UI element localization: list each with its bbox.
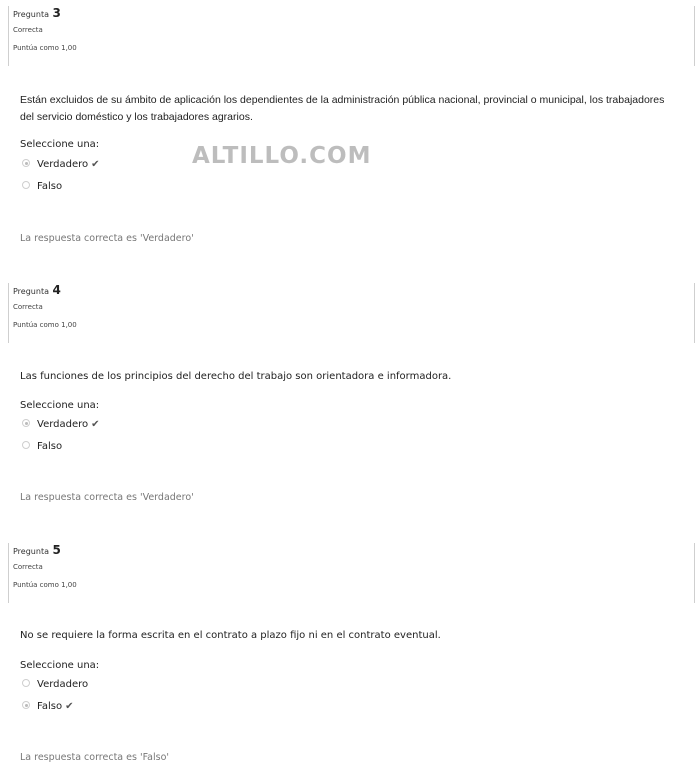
- select-prompt: Seleccione una:: [20, 400, 100, 411]
- question-state: Correcta: [13, 303, 43, 311]
- check-icon: ✔: [65, 701, 74, 712]
- question-text: No se requiere la forma escrita en el contrato a plazo fijo ni en el contrato eventual.: [20, 630, 441, 641]
- check-icon: ✔: [91, 159, 100, 170]
- question-3: [0, 6, 700, 256]
- radio-button[interactable]: [22, 181, 30, 189]
- radio-button[interactable]: [22, 419, 30, 427]
- divider: [694, 6, 695, 66]
- option-verdadero[interactable]: [22, 419, 100, 430]
- option-label: Falso: [37, 181, 63, 192]
- question-number: Pregunta 4: [13, 283, 61, 297]
- radio-button[interactable]: [22, 701, 30, 709]
- question-number: Pregunta 5: [13, 543, 61, 557]
- right-answer: La respuesta correcta es 'Verdadero': [20, 492, 194, 503]
- option-verdadero[interactable]: [22, 679, 88, 690]
- question-4: [0, 283, 700, 513]
- option-falso[interactable]: [22, 441, 62, 452]
- divider: [694, 543, 695, 603]
- option-label: Falso: [37, 441, 63, 452]
- select-prompt: Seleccione una:: [20, 139, 100, 150]
- check-icon: ✔: [91, 419, 100, 430]
- option-falso[interactable]: [22, 701, 73, 712]
- radio-button[interactable]: [22, 159, 30, 167]
- radio-button[interactable]: [22, 679, 30, 687]
- option-label: Verdadero: [37, 159, 89, 170]
- right-answer: La respuesta correcta es 'Falso': [20, 752, 169, 763]
- question-grade: Puntúa como 1,00: [13, 44, 77, 52]
- question-state: Correcta: [13, 563, 43, 571]
- option-verdadero[interactable]: [22, 159, 100, 170]
- select-prompt: Seleccione una:: [20, 660, 100, 671]
- right-answer: La respuesta correcta es 'Verdadero': [20, 233, 194, 244]
- question-state: Correcta: [13, 26, 43, 34]
- question-info: [8, 543, 119, 603]
- question-text: Están excluidos de su ámbito de aplicación los dependientes de la administración pública nacional, provincial o municipal, los trabajadores del servicio doméstico y los trabajadores agrarios.: [20, 94, 665, 123]
- option-falso[interactable]: [22, 181, 62, 192]
- question-5: [0, 543, 700, 771]
- radio-button[interactable]: [22, 441, 30, 449]
- question-grade: Puntúa como 1,00: [13, 321, 77, 329]
- question-grade: Puntúa como 1,00: [13, 581, 77, 589]
- option-label: Verdadero: [37, 419, 89, 430]
- question-text: Las funciones de los principios del derecho del trabajo son orientadora e informadora.: [20, 371, 452, 382]
- divider: [694, 283, 695, 343]
- option-label: Falso: [37, 701, 63, 712]
- question-number: Pregunta 3: [13, 6, 61, 20]
- option-label: Verdadero: [37, 679, 89, 690]
- question-info: [8, 283, 119, 343]
- question-info: [8, 6, 119, 66]
- watermark: ALTILLO.COM: [192, 143, 372, 169]
